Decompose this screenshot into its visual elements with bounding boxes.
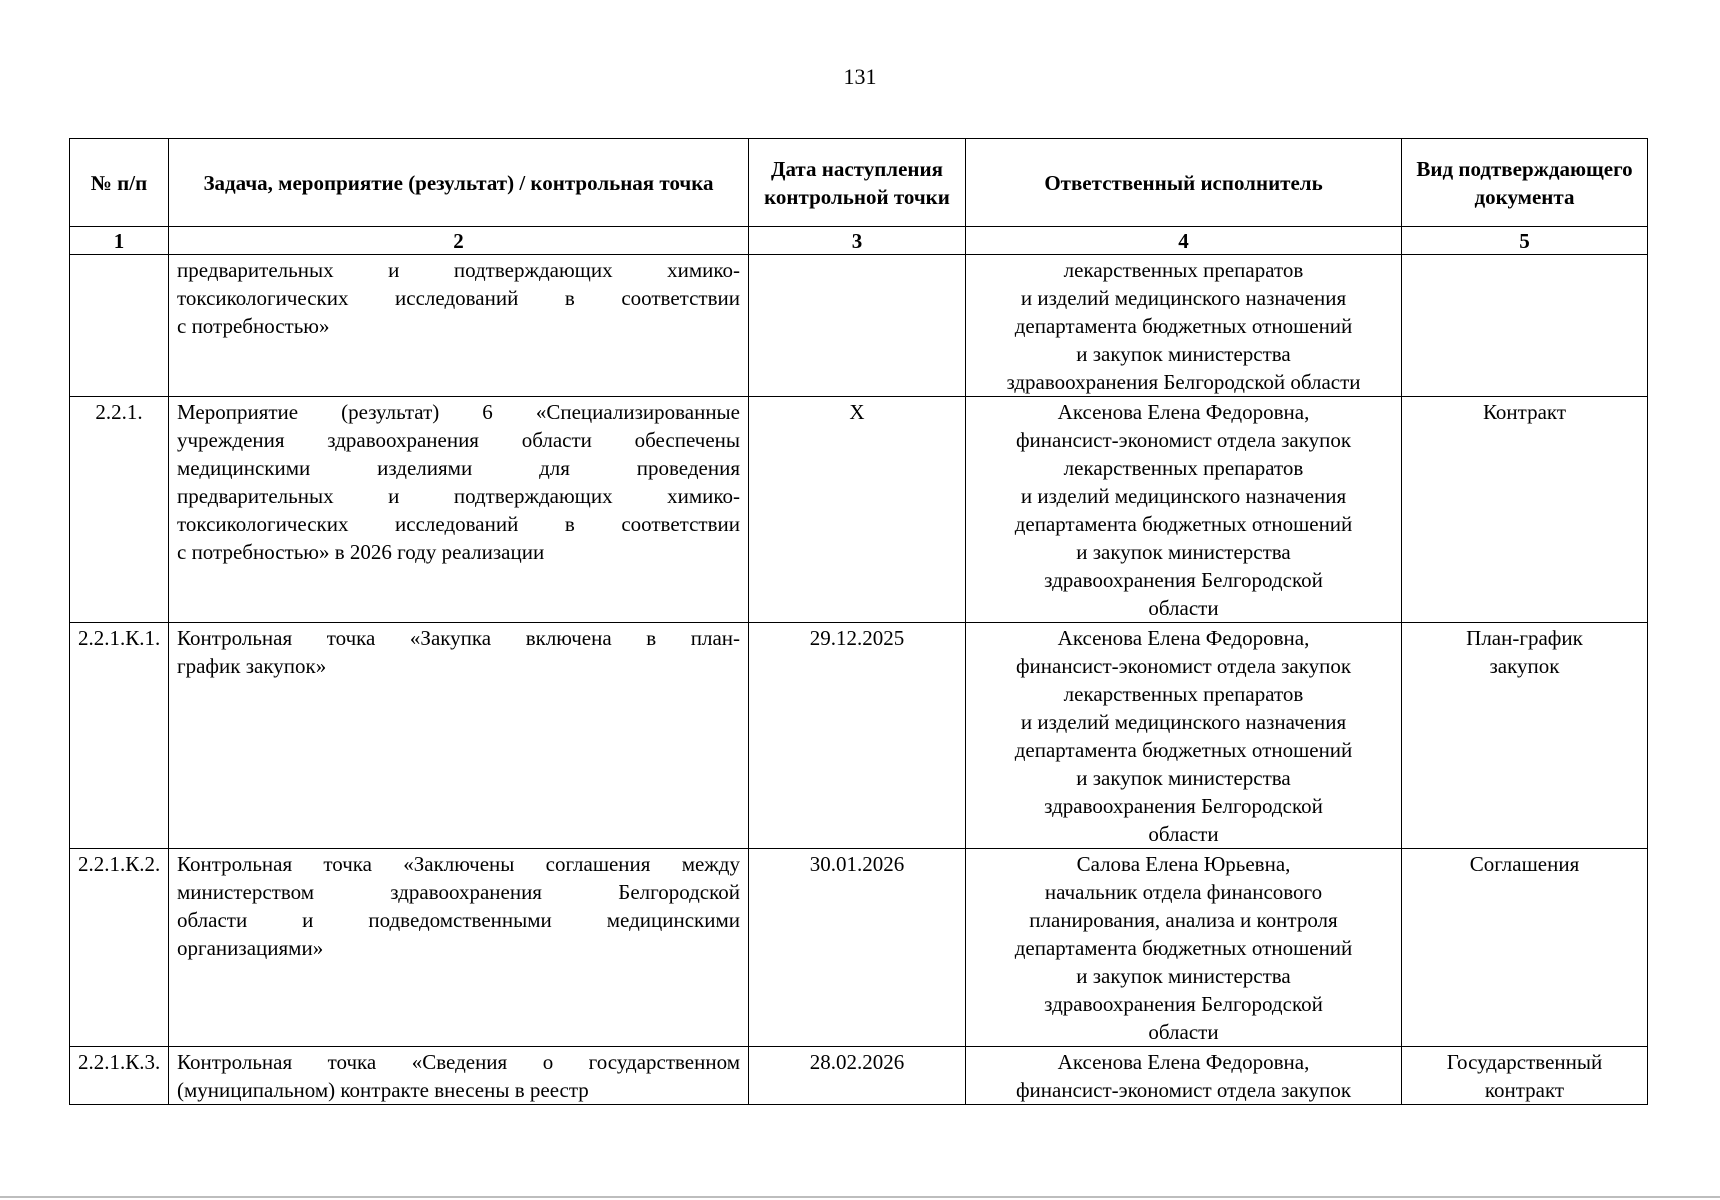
document-text-line: Государственный xyxy=(1446,1050,1603,1074)
responsible-text-line: лекарственных препаратов xyxy=(1063,258,1304,282)
task-text-line: области и подведомственными медицинскими xyxy=(177,908,740,932)
task-text-line: Контрольная точка «Закупка включена в план- xyxy=(177,626,740,650)
date-cell xyxy=(749,255,966,397)
date-cell: 29.12.2025 xyxy=(749,623,966,849)
header-row xyxy=(70,139,1648,227)
task-cell xyxy=(169,397,749,623)
responsible-text-line: лекарственных препаратов xyxy=(1063,682,1304,706)
date-cell: 30.01.2026 xyxy=(749,849,966,1047)
table-row xyxy=(70,849,1648,1047)
document-cell xyxy=(1402,623,1648,849)
responsible-text-line: начальник отдела финансового xyxy=(1044,880,1323,904)
task-cell xyxy=(169,623,749,849)
row-number xyxy=(70,255,169,397)
header-task: Задача, мероприятие (результат) / контрольная точка xyxy=(169,139,749,227)
date-cell: 28.02.2026 xyxy=(749,1047,966,1105)
task-text-line: медицинскими изделиями для проведения xyxy=(177,456,740,480)
row-number: 2.2.1.К.1. xyxy=(70,623,169,849)
responsible-cell xyxy=(966,397,1402,623)
document-cell xyxy=(1402,255,1648,397)
column-number: 1 xyxy=(70,227,169,255)
responsible-text-line: и изделий медицинского назначения xyxy=(1020,710,1347,734)
responsible-text-line: и закупок министерства xyxy=(1076,540,1291,564)
responsible-text-line: планирования, анализа и контроля xyxy=(1029,908,1338,932)
task-text-line: министерством здравоохранения Белгородской xyxy=(177,880,740,904)
task-text-line: токсикологических исследований в соответствии xyxy=(177,286,740,310)
responsible-text-line: финансист-экономист отдела закупок xyxy=(1015,428,1352,452)
date-cell: X xyxy=(749,397,966,623)
document-cell xyxy=(1402,849,1648,1047)
table-row xyxy=(70,623,1648,849)
task-text-line: Мероприятие (результат) 6 «Специализированные xyxy=(177,400,740,424)
document-cell xyxy=(1402,1047,1648,1105)
responsible-text-line: финансист-экономист отдела закупок xyxy=(1015,654,1352,678)
header-responsible: Ответственный исполнитель xyxy=(966,139,1402,227)
column-number: 3 xyxy=(749,227,966,255)
page-number: 131 xyxy=(843,64,877,89)
responsible-text-line: департамента бюджетных отношений xyxy=(1014,738,1353,762)
document-text-line: План-график xyxy=(1466,626,1583,650)
table-body xyxy=(70,255,1648,1105)
document-cell xyxy=(1402,397,1648,623)
responsible-text-line: здравоохранения Белгородской xyxy=(1044,568,1323,592)
header-doc: Вид подтверждающего документа xyxy=(1402,139,1648,227)
document-text-line: Контракт xyxy=(1482,400,1567,424)
responsible-text-line: области xyxy=(1148,822,1219,846)
task-text-line: организациями» xyxy=(177,936,324,960)
responsible-cell xyxy=(966,1047,1402,1105)
responsible-text-line: Аксенова Елена Федоровна, xyxy=(1057,626,1310,650)
column-number: 2 xyxy=(169,227,749,255)
responsible-text-line: Салова Елена Юрьевна, xyxy=(1076,852,1291,876)
responsible-text-line: финансист-экономист отдела закупок xyxy=(1015,1078,1352,1102)
responsible-text-line: и изделий медицинского назначения xyxy=(1020,484,1347,508)
document-text-line: закупок xyxy=(1489,654,1560,678)
document-text-line: Соглашения xyxy=(1469,852,1580,876)
responsible-text-line: департамента бюджетных отношений xyxy=(1014,936,1353,960)
responsible-text-line: здравоохранения Белгородской xyxy=(1044,992,1323,1016)
task-cell xyxy=(169,849,749,1047)
row-number: 2.2.1. xyxy=(70,397,169,623)
responsible-text-line: и изделий медицинского назначения xyxy=(1020,286,1347,310)
task-cell xyxy=(169,255,749,397)
task-text-line: с потребностью» xyxy=(177,314,330,338)
table-row xyxy=(70,255,1648,397)
row-number: 2.2.1.К.3. xyxy=(70,1047,169,1105)
task-cell xyxy=(169,1047,749,1105)
column-number: 5 xyxy=(1402,227,1648,255)
task-text-line: с потребностью» в 2026 году реализации xyxy=(177,540,545,564)
task-text-line: Контрольная точка «Сведения о государственном xyxy=(177,1050,740,1074)
responsible-cell xyxy=(966,623,1402,849)
scan-edge-line xyxy=(0,1196,1720,1198)
responsible-text-line: здравоохранения Белгородской xyxy=(1044,794,1323,818)
task-text-line: предварительных и подтверждающих химико- xyxy=(177,258,740,282)
task-text-line: предварительных и подтверждающих химико- xyxy=(177,484,740,508)
responsible-cell xyxy=(966,255,1402,397)
responsible-text-line: и закупок министерства xyxy=(1076,964,1291,988)
responsible-text-line: Аксенова Елена Федоровна, xyxy=(1057,1050,1310,1074)
responsible-text-line: области xyxy=(1148,596,1219,620)
task-text-line: график закупок» xyxy=(177,654,327,678)
task-text-line: (муниципальном) контракте внесены в реестр xyxy=(177,1078,589,1102)
column-number: 4 xyxy=(966,227,1402,255)
task-text-line: Контрольная точка «Заключены соглашения между xyxy=(177,852,740,876)
task-text-line: токсикологических исследований в соответствии xyxy=(177,512,740,536)
responsible-text-line: и закупок министерства xyxy=(1076,766,1291,790)
task-text-line: учреждения здравоохранения области обеспечены xyxy=(177,428,740,452)
table-row xyxy=(70,1047,1648,1105)
row-number: 2.2.1.К.2. xyxy=(70,849,169,1047)
responsible-text-line: департамента бюджетных отношений xyxy=(1014,314,1353,338)
responsible-text-line: лекарственных препаратов xyxy=(1063,456,1304,480)
table-row xyxy=(70,397,1648,623)
responsible-cell xyxy=(966,849,1402,1047)
header-num: № п/п xyxy=(70,139,169,227)
responsible-text-line: департамента бюджетных отношений xyxy=(1014,512,1353,536)
column-numbers-row xyxy=(70,227,1648,255)
control-points-table xyxy=(69,138,1648,1105)
responsible-text-line: и закупок министерства xyxy=(1076,342,1291,366)
responsible-text-line: области xyxy=(1148,1020,1219,1044)
responsible-text-line: Аксенова Елена Федоровна, xyxy=(1057,400,1310,424)
document-text-line: контракт xyxy=(1484,1078,1565,1102)
responsible-text-line: здравоохранения Белгородской области xyxy=(1006,370,1361,394)
header-date: Дата наступления контрольной точки xyxy=(749,139,966,227)
